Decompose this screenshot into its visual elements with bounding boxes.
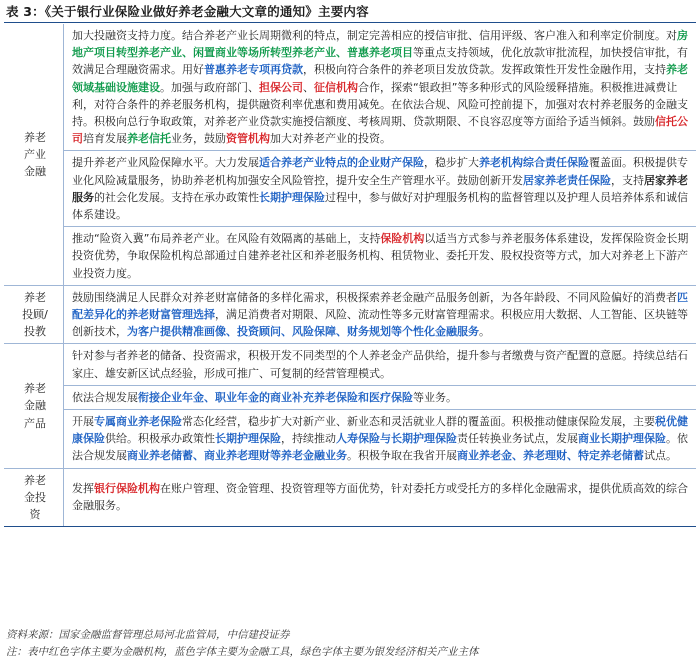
body-text: 加大投融资支持力度。结合养老产业长周期微利的特点，制定完善相应的授信审批、信用评级、客户准入和利率定价制度。对 [72, 29, 677, 42]
table-row [4, 151, 696, 227]
body-text: 以适当方式参与养老服务体系建设，发挥保险资金长期投资优势，争取保险机构总部通过自建养老社区和养老服务机构、租赁物业、委托开发、股权投资等方式，加大对养老上下游产业投资力度。 [72, 232, 689, 280]
body-text: ，积极向符合条件的养老项目发放贷款。发挥政策性开发性金融作用，支持 [303, 63, 666, 77]
table-row [4, 344, 696, 385]
body-text: 供给。积极承办政策性 [105, 432, 215, 446]
content-cell [64, 285, 697, 344]
body-text: 覆盖面。积极提供专业化风险减量服务，协助养老机构加强安全风险管控，提升安全生产管理水平。鼓励创新开发 [72, 156, 688, 187]
industry-entity-text: 养老领域基础设施建设 [72, 63, 688, 94]
source-note: 资料来源：国家金融监督管理总局河北监管局，中信建投证券 [6, 629, 290, 641]
financial-instrument-text: 商业养老储蓄、商业养老理财等养老金融业务 [127, 449, 347, 463]
table-row [4, 24, 696, 151]
body-text: 依法合规发展 [72, 390, 138, 404]
financial-institution-text: 银行保险机构 [94, 482, 160, 496]
title-divider [4, 22, 696, 23]
financial-institution-text: 资管机构 [226, 132, 270, 146]
body-text: 发挥 [72, 482, 94, 496]
financial-instrument-text: 长期护理保险 [259, 190, 325, 204]
body-text: 。依法合规发展 [72, 432, 688, 463]
financial-instrument-text: 专属商业养老保险 [94, 415, 182, 429]
financial-instrument-text: 为客户提供精准画像、投资顾问、风险保障、财务规划等个性化金融服务 [127, 325, 479, 339]
industry-entity-text: 房地产项目转型养老产业、闲置商业等场所转型养老产业、普惠养老项目 [72, 29, 688, 60]
body-text: ，满足消费者对期限、风险、流动性等多元财富管理需求。积极应用大数据、人工智能、区块链等创新技术， [72, 308, 688, 339]
content-cell [64, 410, 697, 469]
table-row [4, 385, 696, 409]
body-text: 提升养老产业风险保障水平。大力发展 [72, 156, 259, 170]
body-text: 等重点支持领域，优化放款审批流程，加快授信审批，有效满足合理融资需求。用好 [72, 46, 688, 77]
table-row [4, 285, 696, 344]
content-table [4, 24, 696, 527]
category-cell: 养老 产业 金融 [4, 24, 64, 285]
body-text: 试点。 [644, 449, 677, 463]
body-text: 鼓励围绕满足人民群众对养老财富储备的多样化需求，积极探索养老金融产品服务创新，为各年龄段、不同风险偏好的消费者 [72, 290, 677, 304]
body-text: 。 [479, 325, 490, 339]
content-cell [64, 227, 697, 286]
table-row [4, 410, 696, 469]
body-text: 责任转换业务试点，发展 [457, 432, 578, 446]
financial-instrument-text: 商业长期护理保险 [578, 432, 666, 446]
table-notes [6, 627, 479, 661]
financial-instrument-text: 匹配差异化的养老财富管理选择 [72, 290, 688, 322]
emphasis-text: 居家养老服务 [72, 173, 688, 204]
body-text: 过程中，参与做好对护理服务机构的监督管理以及护理人员培养体系和诚信体系建设。 [72, 190, 688, 222]
body-text: 开展 [72, 415, 94, 429]
financial-instrument-text: 居家养老责任保险 [523, 173, 611, 187]
body-text: 等业务。 [413, 390, 457, 404]
category-cell: 养老 金融 产品 [4, 344, 64, 468]
table-row [4, 468, 696, 527]
color-legend-note: 注：表中红色字体主要为金融机构，蓝色字体主要为金融工具，绿色字体主要为银发经济相关产业主体 [6, 646, 479, 658]
financial-institution-text: 信托公司 [72, 115, 688, 146]
financial-instrument-text: 长期护理保险 [215, 432, 281, 446]
financial-instrument-text: 衔接企业年金、职业年金的商业补充养老保险和医疗保险 [138, 390, 413, 404]
content-cell [64, 468, 697, 527]
table-title: 表 3：《关于银行业保险业做好养老金融大文章的通知》主要内容 [6, 4, 369, 19]
body-text: 。加强与政府部门、 [160, 80, 259, 94]
financial-instrument-text: 商业养老金、养老理财、特定养老储蓄 [457, 449, 644, 463]
body-text: 推动“险资入冀”布局养老产业。在风险有效隔离的基础上，支持 [72, 232, 381, 246]
body-text: 针对参与者养老的储备、投资需求，积极开发不同类型的个人养老金产品供给，提升参与者缴费与资产配置的意愿。持续总结石家庄、雄安新区试点经验，形成可推广、可复制的经营管理模式。 [72, 349, 688, 380]
body-text: 合作，探索“银政担”等多种形式的风险缓释措施。积极推进减费让利，对符合条件的养老服务机构，提供融资利率优惠和费用减免。在依法合规、风险可控前提下，加强对农村养老服务的金融支持。积极向总行争取政策，对养老产业贷款实施授信额度、考核周期、贷款期限、不良容忍度等方面给予适当倾斜。鼓励 [72, 80, 688, 129]
content-cell [64, 24, 697, 151]
financial-instrument-text: 税优健康保险 [72, 415, 688, 446]
body-text: 在账户管理、资金管理、投资管理等方面优势，针对委托方或受托方的多样化金融需求，提供优质高效的综合金融服务。 [72, 482, 688, 513]
industry-entity-text: 养老信托 [127, 132, 171, 146]
financial-instrument-text: 养老机构综合责任保险 [479, 156, 589, 170]
financial-institution-text: 担保公司 [259, 80, 303, 94]
financial-instrument-text: 普惠养老专项再贷款 [204, 63, 303, 77]
content-cell [64, 344, 697, 385]
body-text: 业务，鼓励 [171, 132, 226, 146]
financial-institution-text: 征信机构 [314, 80, 358, 94]
category-cell: 养老 金投 资 [4, 468, 64, 527]
financial-instrument-text: 适合养老产业特点的企业财产保险 [259, 156, 424, 170]
body-text: ，持续推动 [281, 432, 336, 446]
body-text: 。积极争取在我省开展 [347, 449, 457, 463]
body-text: ，支持 [611, 173, 644, 187]
body-text: 常态化经营，稳步扩大对新产业、新业态和灵活就业人群的覆盖面。积极推动健康保险发展，主要 [182, 415, 655, 429]
content-cell [64, 385, 697, 409]
body-text: 的社会化发展。支持在承办政策性 [94, 190, 259, 204]
body-text: ，稳步扩大 [424, 156, 479, 170]
category-cell: 养老 投顾/ 投教 [4, 285, 64, 344]
body-text: 加大对养老产业的投资。 [270, 132, 391, 146]
content-cell [64, 151, 697, 227]
body-text: 培育发展 [83, 132, 127, 146]
body-text: 、 [303, 80, 314, 94]
table-row [4, 227, 696, 286]
financial-institution-text: 保险机构 [380, 232, 425, 246]
financial-instrument-text: 人寿保险与长期护理保险 [336, 432, 457, 446]
